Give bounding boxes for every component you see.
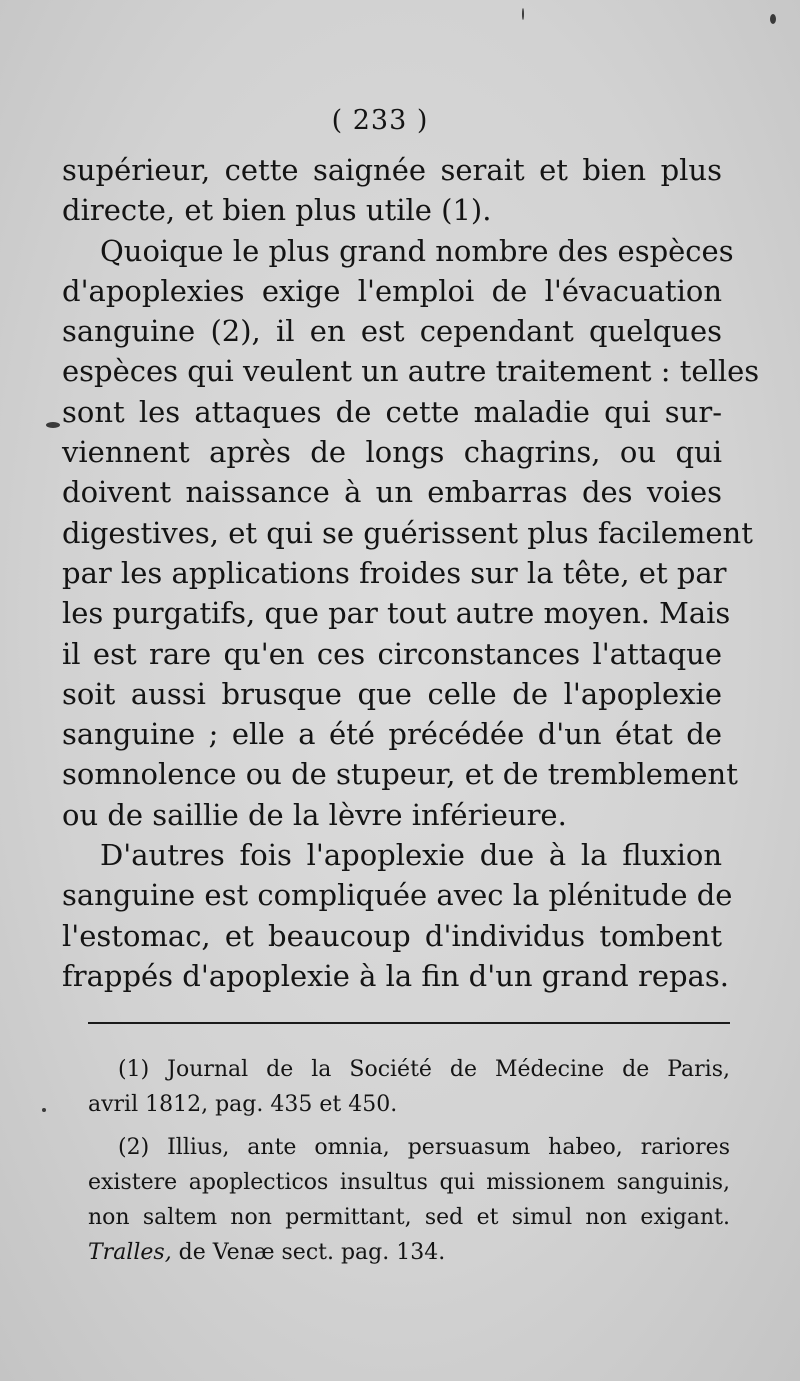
text-line: sanguine (2), il en est cependant quelques	[62, 314, 722, 349]
text-line: il est rare qu'en ces circonstances l'attaque	[62, 636, 722, 671]
paragraph-start-line: D'autres fois l'apoplexie due à la fluxion	[100, 838, 722, 873]
text-line: sanguine ; elle a été précédée d'un état de	[62, 717, 722, 752]
scan-speck	[42, 1108, 46, 1112]
text-line: par les applications froides sur la tête, et par	[62, 555, 727, 590]
text-line: soit aussi brusque que celle de l'apoplexie	[62, 676, 722, 711]
paragraph-start-line: Quoique le plus grand nombre des espèces	[100, 233, 734, 268]
text-line: d'apoplexies exige l'emploi de l'évacuation	[62, 273, 722, 308]
text-line: l'estomac, et beaucoup d'individus tombent	[62, 918, 722, 953]
footnote-2-citation-line	[88, 1235, 730, 1270]
text-line: sont les attaques de cette maladie qui sur-	[62, 394, 722, 429]
footnote-divider	[88, 1022, 730, 1024]
footnote-2-line: non saltem non permittant, sed et simul non exigant.	[88, 1205, 730, 1230]
scan-speck	[522, 8, 524, 20]
footnote-2-line: existere apoplecticos insultus qui missionem sanguinis,	[88, 1170, 730, 1195]
citation-author: Tralles,	[88, 1240, 172, 1265]
text-line: doivent naissance à un embarras des voies	[62, 475, 722, 510]
footnotes	[88, 1052, 730, 1270]
citation-reference: de Venæ sect. pag. 134.	[171, 1240, 446, 1265]
scan-speck	[770, 14, 776, 24]
footnote-1-line: avril 1812, pag. 435 et 450.	[88, 1092, 398, 1117]
text-line: somnolence ou de stupeur, et de tremblement	[62, 757, 738, 792]
text-line: directe, et bien plus utile (1).	[62, 193, 492, 228]
footnote-1-line: (1) Journal de la Société de Médecine de Paris,	[118, 1057, 730, 1082]
page-number: ( 233 )	[331, 105, 429, 136]
text-line: ou de saillie de la lèvre inférieure.	[62, 797, 567, 832]
text-line: digestives, et qui se guérissent plus facilement	[62, 515, 753, 550]
text-line: les purgatifs, que par tout autre moyen. Mais	[62, 596, 731, 631]
main-text	[62, 150, 760, 996]
text-line: frappés d'apoplexie à la fin d'un grand repas.	[62, 958, 729, 993]
scan-speck	[46, 422, 60, 428]
text-line: viennent après de longs chagrins, ou qui	[62, 435, 722, 470]
text-line: supérieur, cette saignée serait et bien plus	[62, 153, 722, 187]
text-line: sanguine est compliquée avec la plénitude de	[62, 878, 733, 913]
footnote-2-line: (2) Illius, ante omnia, persuasum habeo, rariores	[118, 1135, 730, 1160]
text-line: espèces qui veulent un autre traitement : telles	[62, 354, 760, 389]
